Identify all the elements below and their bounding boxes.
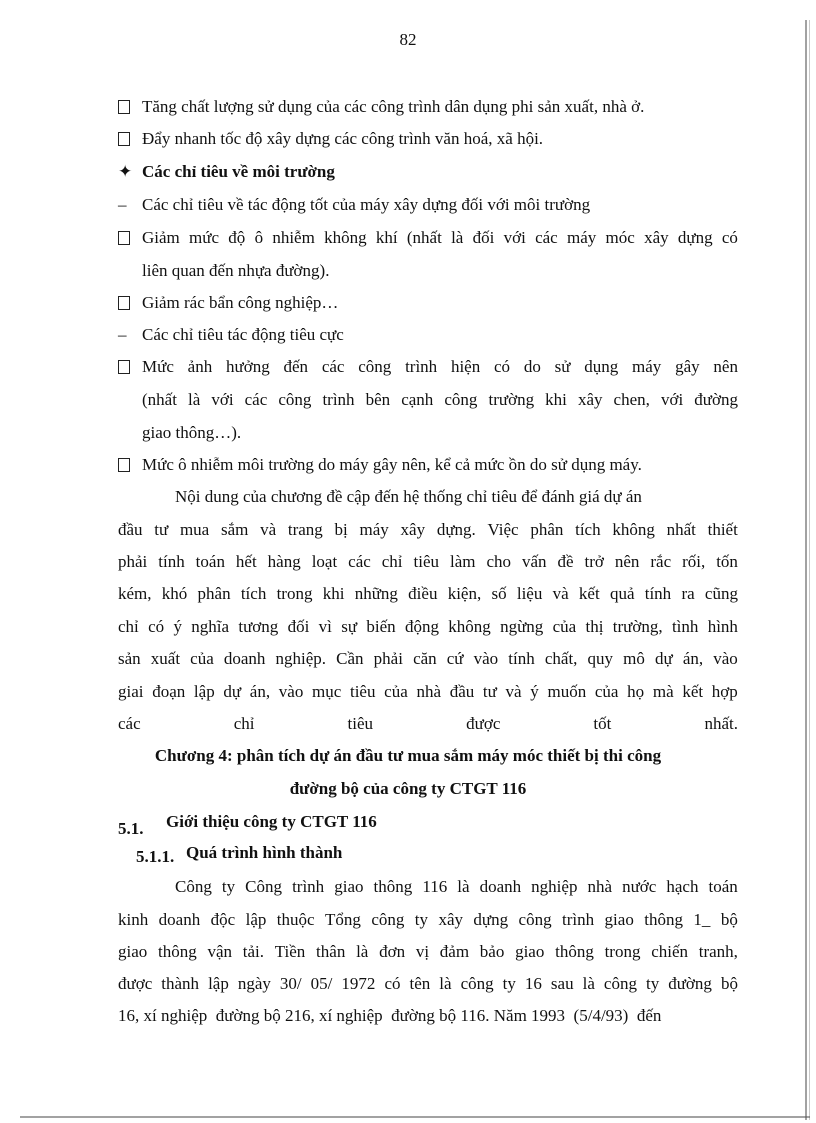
word: khó [161,584,188,603]
word: lập [193,682,215,701]
word: trở [584,552,604,571]
bullet-text: Tăng chất lượng sử dụng của các công trình dân dụng phi sản xuất, nhà ở. [142,97,645,116]
item-continuation: liên quan đến nhựa đường). [142,261,330,280]
checkbox-bullet-icon [118,454,130,478]
word: thông [555,942,594,961]
word: hàng [267,552,301,571]
word: phân [530,520,564,539]
word: đề [557,552,574,571]
word: 1972 [341,974,376,993]
word: và [260,520,277,539]
word: nghĩa [191,617,230,636]
word: của [384,682,408,701]
word: chỉ [118,617,139,636]
word: phân [197,584,231,603]
word: các [244,390,268,409]
word: căn [413,649,437,668]
word: cũng [704,584,738,603]
word: đầu [449,682,475,701]
checkbox-bullet-icon [118,128,130,152]
word: ty [221,877,236,896]
dash-bullet-icon: – [118,325,127,344]
word: chất, [544,649,578,668]
word: mà [652,682,674,701]
justified-line [118,616,738,638]
word: 16 [524,974,542,993]
word: trong [276,584,313,603]
word: với [503,228,526,247]
word: đoạn [152,682,186,701]
word: phải [118,552,148,571]
word: làm [449,552,476,571]
word: tiêu [349,682,376,701]
page-number: 82 [399,30,417,49]
word: loạt [311,552,338,571]
justified-line [118,648,738,670]
word: trong [604,942,641,961]
word: doanh [158,910,201,929]
word: công [371,910,405,929]
word: đảm [439,942,470,961]
word: toán [195,552,225,571]
word: Việc [487,520,519,539]
word: ty [414,910,429,929]
word: nhiễm [272,228,315,247]
word: dự [655,649,673,668]
word: không [612,520,655,539]
word: ngừng [500,617,544,636]
word: Tiền [274,942,306,961]
word: đối [472,228,495,247]
bullet-text: Đẩy nhanh tốc độ xây dựng các công trình văn hoá, xã hội. [142,129,544,148]
word: đường [668,974,712,993]
paragraph-line: 16, xí nghiệp đường bộ 216, xí nghiệp đường bộ 116. Năm 1993 (5/4/93) đến [118,1006,662,1025]
word: xây [438,910,463,929]
word: nên [713,357,738,376]
word: được [118,974,153,993]
word: máy [567,228,597,247]
word: doanh [223,649,266,668]
word: Mức [142,357,174,376]
word: có [148,617,165,636]
word: sự [341,617,358,636]
word: xây [400,520,426,539]
chapter-title: Chương 4: phân tích dự án đầu tư mua sắm máy móc thiết bị thi công [154,746,662,765]
bullet-text: Giảm rác bẩn công nghiệp… [142,293,339,312]
word: sử [554,357,571,376]
justified-line [118,973,738,995]
word: trình [322,390,355,409]
word: độc [210,910,236,929]
page-edge-shadow [805,20,807,1120]
star-bullet-icon: ✦ [118,162,133,181]
word: bộ [720,974,738,993]
word: vấn [521,552,547,571]
word: tư [482,682,497,701]
justified-line [118,909,738,931]
justified-line [118,551,738,573]
dash-item-text: Các chỉ tiêu về tác động tốt của máy xây dựng đối với môi trường [142,195,591,214]
word: liệu [516,584,543,603]
word: nhất. [704,714,738,733]
word: thân [316,942,346,961]
justified-line [142,389,738,411]
word: động [404,617,439,636]
word: quả [609,584,635,603]
word: công [460,974,494,993]
word: mua [179,520,210,539]
dash-item-text: Các chỉ tiêu tác động tiêu cực [142,325,344,344]
word: ty [502,974,516,993]
word: ý [530,682,539,701]
word: tốt [593,714,612,733]
word: với [660,390,684,409]
word: doanh [479,877,522,896]
word: Cần [336,649,364,668]
word: nhà [416,682,441,701]
word: và [505,682,522,701]
word: tốn [716,552,738,571]
section-title: Giới thiệu công ty CTGT 116 [166,812,377,831]
checkbox-bullet-icon [118,356,130,380]
word: nghiệp [531,877,578,896]
word: lập [245,910,267,929]
word: giao [118,942,148,961]
checkbox-bullet-icon [118,96,130,120]
word: ý [173,617,182,636]
word: vào [473,649,499,668]
word: tiêu [413,552,440,571]
word: dự [223,682,242,701]
word: sắm [220,520,249,539]
word: tình [671,617,699,636]
paragraph-line: Nội dung của chương đề cập đến hệ thống chỉ tiêu để đánh giá dự án [175,487,642,506]
word: độ [228,228,246,247]
word: 30/ [279,974,302,993]
word: trường, [612,617,663,636]
word: Công [245,877,283,896]
word: là [451,228,464,247]
word: 116 [422,877,448,896]
word: chen, [613,390,650,409]
word: trường [488,390,535,409]
subsection-number: 5.1.1. [136,847,175,866]
word: trang [287,520,323,539]
justified-line [118,681,738,703]
word: tương [238,617,279,636]
word: chỉ [381,552,403,571]
justified-line [118,583,738,605]
word: mục [312,682,342,701]
word: (nhất [406,228,442,247]
word: hết [235,552,257,571]
checkbox-bullet-icon [118,227,130,251]
word: mức [189,228,220,247]
word: toán [708,877,738,896]
word: thiết [707,520,738,539]
word: thông [644,910,683,929]
word: quy [587,649,614,668]
word: Giảm [142,228,180,247]
word: công [603,974,637,993]
word: xây [644,228,669,247]
word: dụng [584,357,619,376]
word: ngày [237,974,271,993]
justified-line [118,941,738,963]
word: là [356,942,369,961]
word: móc [605,228,635,247]
word: không [448,617,491,636]
word: hạch [666,877,699,896]
word: bảo [479,942,505,961]
word: thành [161,974,200,993]
item-continuation: giao thông…). [142,423,242,442]
word: ô [254,228,264,247]
word: sau [550,974,574,993]
word: là [582,974,595,993]
justified-line [142,356,738,378]
word: nước [622,877,657,896]
word: trình [405,357,438,376]
word: thuộc [276,910,315,929]
word: hiện [450,357,481,376]
word: vào [713,649,738,668]
word: phải [373,649,403,668]
page-edge-shadow-inner [809,20,810,1120]
section-heading: Các chỉ tiêu về môi trường [142,162,335,181]
word: các [321,357,345,376]
word: do [523,357,541,376]
word: giao [604,910,634,929]
word: trình [562,910,595,929]
word: hình [707,617,738,636]
word: khi [545,390,567,409]
word: dựng [677,228,713,247]
word: kiện, [447,584,482,603]
word: giao [334,877,364,896]
word: điều [408,584,438,603]
word: được [466,714,501,733]
justified-line [118,713,738,735]
word: ảnh [187,357,213,376]
word: đường [694,390,738,409]
word: xuất [150,649,181,668]
word: ty [645,974,660,993]
word: cho [486,552,511,571]
word: lập [208,974,229,993]
word: tính [158,552,185,571]
word: kết [682,682,704,701]
word: khi [322,584,345,603]
word: rối, [682,552,706,571]
subsection-title: Quá trình hình thành [186,843,343,862]
word: công [518,910,552,929]
word: các [118,714,141,733]
word: hưởng [225,357,270,376]
word: với [211,390,234,409]
word: tên [409,974,431,993]
dash-bullet-icon: – [118,195,127,214]
word: tư [154,520,169,539]
word: kém, [118,584,152,603]
word: tích [575,520,601,539]
word: các [535,228,558,247]
word: chiến [651,942,689,961]
word: thông [158,942,197,961]
word: muốn [547,682,587,701]
word: không [324,228,367,247]
word: những [354,584,398,603]
word: là [457,877,470,896]
word: có [384,974,401,993]
word: công [358,357,392,376]
word: máy [359,520,389,539]
word: của [594,682,619,701]
word: khí [375,228,398,247]
word: ra [681,584,695,603]
word: kết [578,584,600,603]
word: vị [415,942,430,961]
word: đầu [118,520,143,539]
word: là [439,974,452,993]
word: công [444,390,478,409]
word: họ [627,682,645,701]
word: cứ [446,649,464,668]
page-bottom-shadow [20,1116,810,1118]
word: biến [366,617,396,636]
word: mô [623,649,645,668]
word: giai [118,682,144,701]
word: là [188,390,201,409]
word: Tổng [325,910,361,929]
chapter-title-line2: đường bộ của công ty CTGT 116 [289,779,527,798]
word: thông [373,877,413,896]
checkbox-bullet-icon [118,292,130,316]
justified-line [175,876,738,898]
word: có [494,357,511,376]
word: của [190,649,214,668]
word: cạnh [401,390,434,409]
word: bị [334,520,348,539]
word: vận [207,942,233,961]
word: của [552,617,577,636]
word: (nhất [142,390,177,409]
word: máy [632,357,662,376]
word: số [491,584,507,603]
word: trình [292,877,325,896]
word: đối [287,617,310,636]
word: sản [118,649,141,668]
word: tính [508,649,535,668]
word: thị [585,617,604,636]
word: và [552,584,569,603]
word: tranh, [698,942,738,961]
justified-line [118,519,738,541]
word: bên [365,390,391,409]
word: rắc [650,552,672,571]
word: giao [515,942,545,961]
word: có [721,228,738,247]
word: tiêu [347,714,374,733]
word: đơn [379,942,406,961]
word: tích [240,584,267,603]
word: nên [614,552,640,571]
section-number: 5.1. [118,819,144,838]
word: gây [675,357,700,376]
word: Công [175,877,212,896]
word: 1_ [693,910,711,929]
word: 05/ [310,974,333,993]
word: kinh [118,910,149,929]
word: nhất [666,520,696,539]
bullet-text: Mức ô nhiễm môi trường do máy gây nên, kể cả mức ồn do sử dụng máy. [142,455,642,474]
word: xây [577,390,603,409]
word: vào [278,682,304,701]
word: các [348,552,371,571]
word: nghiệp. [275,649,327,668]
word: công [278,390,312,409]
word: hợp [711,682,738,701]
word: nhà [587,877,613,896]
word: vì [318,617,332,636]
word: đến [283,357,309,376]
word: dựng. [436,520,476,539]
word: án, [682,649,704,668]
word: tính [644,584,672,603]
word: án, [249,682,271,701]
word: chỉ [233,714,255,733]
word: tải. [242,942,265,961]
justified-line [142,227,738,249]
word: dựng [473,910,509,929]
word: bộ [720,910,738,929]
